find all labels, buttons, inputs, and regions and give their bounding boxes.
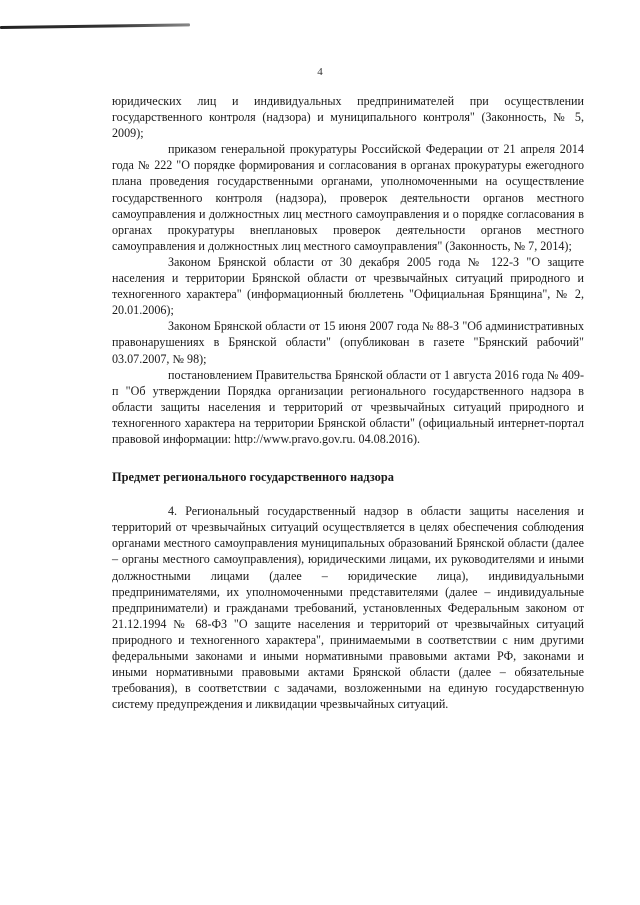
scan-artifact-line xyxy=(0,23,190,29)
paragraph-government-resolution: постановлением Правительства Брянской области от 1 августа 2016 года № 409-п "Об утверждении Порядка организации регионального государственного надзора в области защиты населения и территорий от чрезвычайных ситуаций природного и техногенного характера на территории Брянской области" (официальный интернет-портал правовой информации: http://www.pravo.gov.ru. 04.08.2016). xyxy=(112,367,584,446)
paragraph-prosecutor-order: приказом генеральной прокуратуры Российской Федерации от 21 апреля 2014 года № 222 "О порядке формирования и согласования в органах прокуратуры ежегодного плана проведения государственными органами, уполномоченными на осуществление государственного контроля (надзора), проверок деятельности органов местного самоуправления и должностных лиц местного самоуправления и о порядке согласования в органах прокуратуры внеплановых проверок деятельности органов местного самоуправления и должностных лиц местного самоуправления" (Законность, № 7, 2014); xyxy=(112,142,584,253)
page-number: 4 xyxy=(317,66,323,78)
paragraph-bryansk-law-88: Законом Брянской области от 15 июня 2007 года № 88-З "Об административных правонарушениях в Брянской области" (опубликован в газете "Брянский рабочий" 03.07.2007, № 98); xyxy=(112,319,584,366)
paragraph-continuation: юридических лиц и индивидуальных предпринимателей при осуществлении государственного контроля (надзора) и муниципального контроля" (Законность, № 5, 2009); xyxy=(112,94,584,141)
section-heading: Предмет регионального государственного надзора xyxy=(112,470,394,485)
paragraph-item-4: 4. Региональный государственный надзор в области защиты населения и территорий от чрезвычайных ситуаций осуществляется в целях обеспечения соблюдения органами местного самоуправления муниципальных образований Брянской области (далее – органы местного самоуправления), юридическими лицами, их руководителями и иными должностными лицами (далее – юридические лица), индивидуальными предпринимателями, их уполномоченными представителями (далее – индивидуальные предприниматели) и гражданами требований, установленных Федеральным законом от 21.12.1994 № 68-ФЗ "О защите населения и территорий от чрезвычайных ситуаций природного и техногенного характера", принимаемыми в соответствии с ним другими федеральными законами и иными нормативными правовыми актами РФ, законами и иными нормативными правовыми актами Брянской области (далее – обязательные требования), в соответствии с задачами, возложенными на единую государственную систему предупреждения и ликвидации чрезвычайных ситуаций. xyxy=(112,504,584,712)
document-body xyxy=(112,93,584,712)
paragraph-bryansk-law-122: Законом Брянской области от 30 декабря 2005 года № 122-З "О защите населения и территории Брянской области от чрезвычайных ситуаций природного и техногенного характера" (информационный бюллетень "Официальная Брянщина", № 2, 20.01.2006); xyxy=(112,254,584,318)
